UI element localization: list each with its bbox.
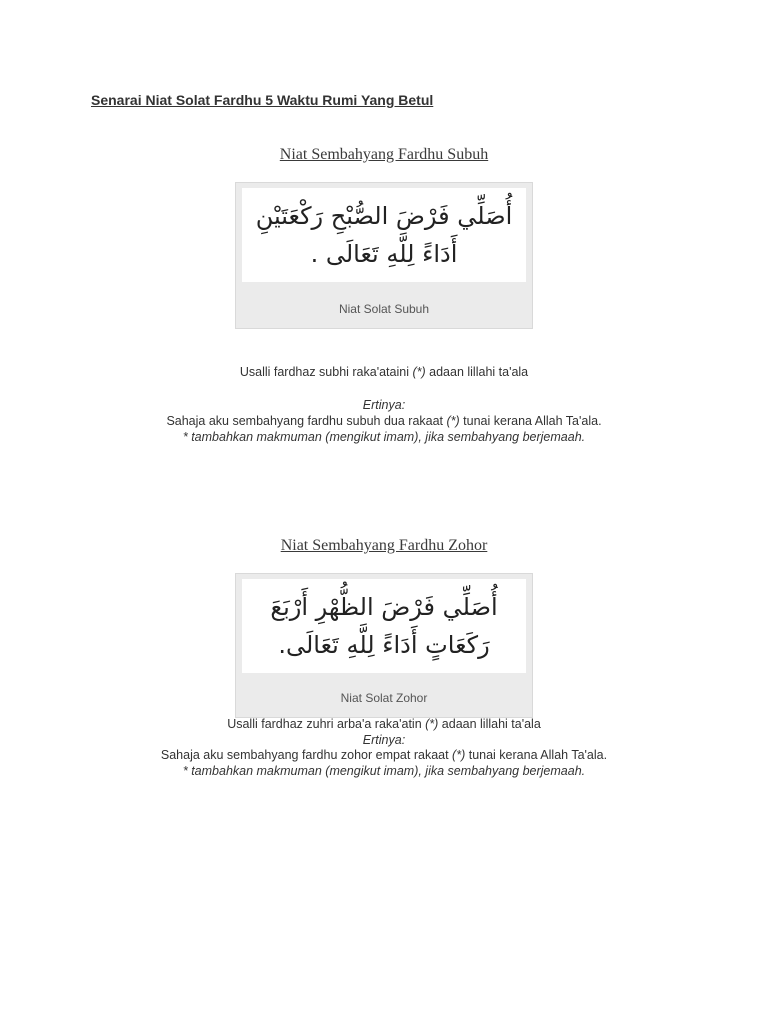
meaning-text: Sahaja aku sembahyang fardhu zohor empat rakaat bbox=[160, 748, 453, 762]
optional-marker: (*) bbox=[412, 365, 426, 379]
meaning-text: Sahaja aku sembahyang fardhu subuh dua rakaat bbox=[166, 414, 447, 428]
figure-zohor bbox=[235, 573, 533, 718]
rumi-subuh bbox=[0, 364, 768, 380]
rumi-zohor bbox=[0, 716, 768, 732]
note-subuh: * tambahkan makmuman (mengikut imam), jika sembahyang berjemaah. bbox=[182, 430, 586, 444]
rumi-text: Usalli fardhaz subhi raka'ataini bbox=[239, 365, 413, 379]
arabic-line-2: رَكَعَاتٍ أَدَاءً لِلَّهِ تَعَالَى. bbox=[278, 631, 490, 659]
section-title-zohor: Niat Sembahyang Fardhu Zohor bbox=[280, 537, 488, 554]
arabic-image-subuh bbox=[242, 188, 526, 282]
note-zohor: * tambahkan makmuman (mengikut imam), jika sembahyang berjemaah. bbox=[182, 764, 586, 778]
section-title-subuh: Niat Sembahyang Fardhu Subuh bbox=[279, 146, 489, 163]
optional-marker: (*) bbox=[452, 748, 466, 762]
figure-caption-subuh: Niat Solat Subuh bbox=[338, 302, 430, 316]
ertinya-label-zohor: Ertinya: bbox=[362, 733, 406, 747]
figure-caption-zohor: Niat Solat Zohor bbox=[340, 691, 428, 705]
arabic-line-1: أُصَلِّي فَرْضَ الظُّهْرِ أَرْبَعَ bbox=[270, 593, 498, 621]
meaning-text-end: tunai kerana Allah Ta'ala. bbox=[465, 748, 608, 762]
arabic-line-2: أَدَاءً لِلَّهِ تَعَالَى . bbox=[310, 240, 458, 268]
arabic-line-1: أُصَلِّي فَرْضَ الصُّبْحِ رَكْعَتَيْنِ bbox=[255, 202, 513, 230]
figure-subuh bbox=[235, 182, 533, 329]
optional-marker: (*) bbox=[446, 414, 460, 428]
rumi-text-end: adaan lillahi ta'ala bbox=[425, 365, 529, 379]
meaning-zohor bbox=[0, 747, 768, 763]
page-title: Senarai Niat Solat Fardhu 5 Waktu Rumi Yang Betul bbox=[91, 92, 434, 108]
rumi-text: Usalli fardhaz zuhri arba'a raka'atin bbox=[227, 717, 426, 731]
meaning-subuh bbox=[0, 413, 768, 429]
ertinya-label-subuh: Ertinya: bbox=[362, 398, 406, 412]
meaning-text-end: tunai kerana Allah Ta'ala. bbox=[459, 414, 602, 428]
arabic-image-zohor bbox=[242, 579, 526, 673]
optional-marker: (*) bbox=[425, 717, 439, 731]
rumi-text-end: adaan lillahi ta'ala bbox=[438, 717, 541, 731]
